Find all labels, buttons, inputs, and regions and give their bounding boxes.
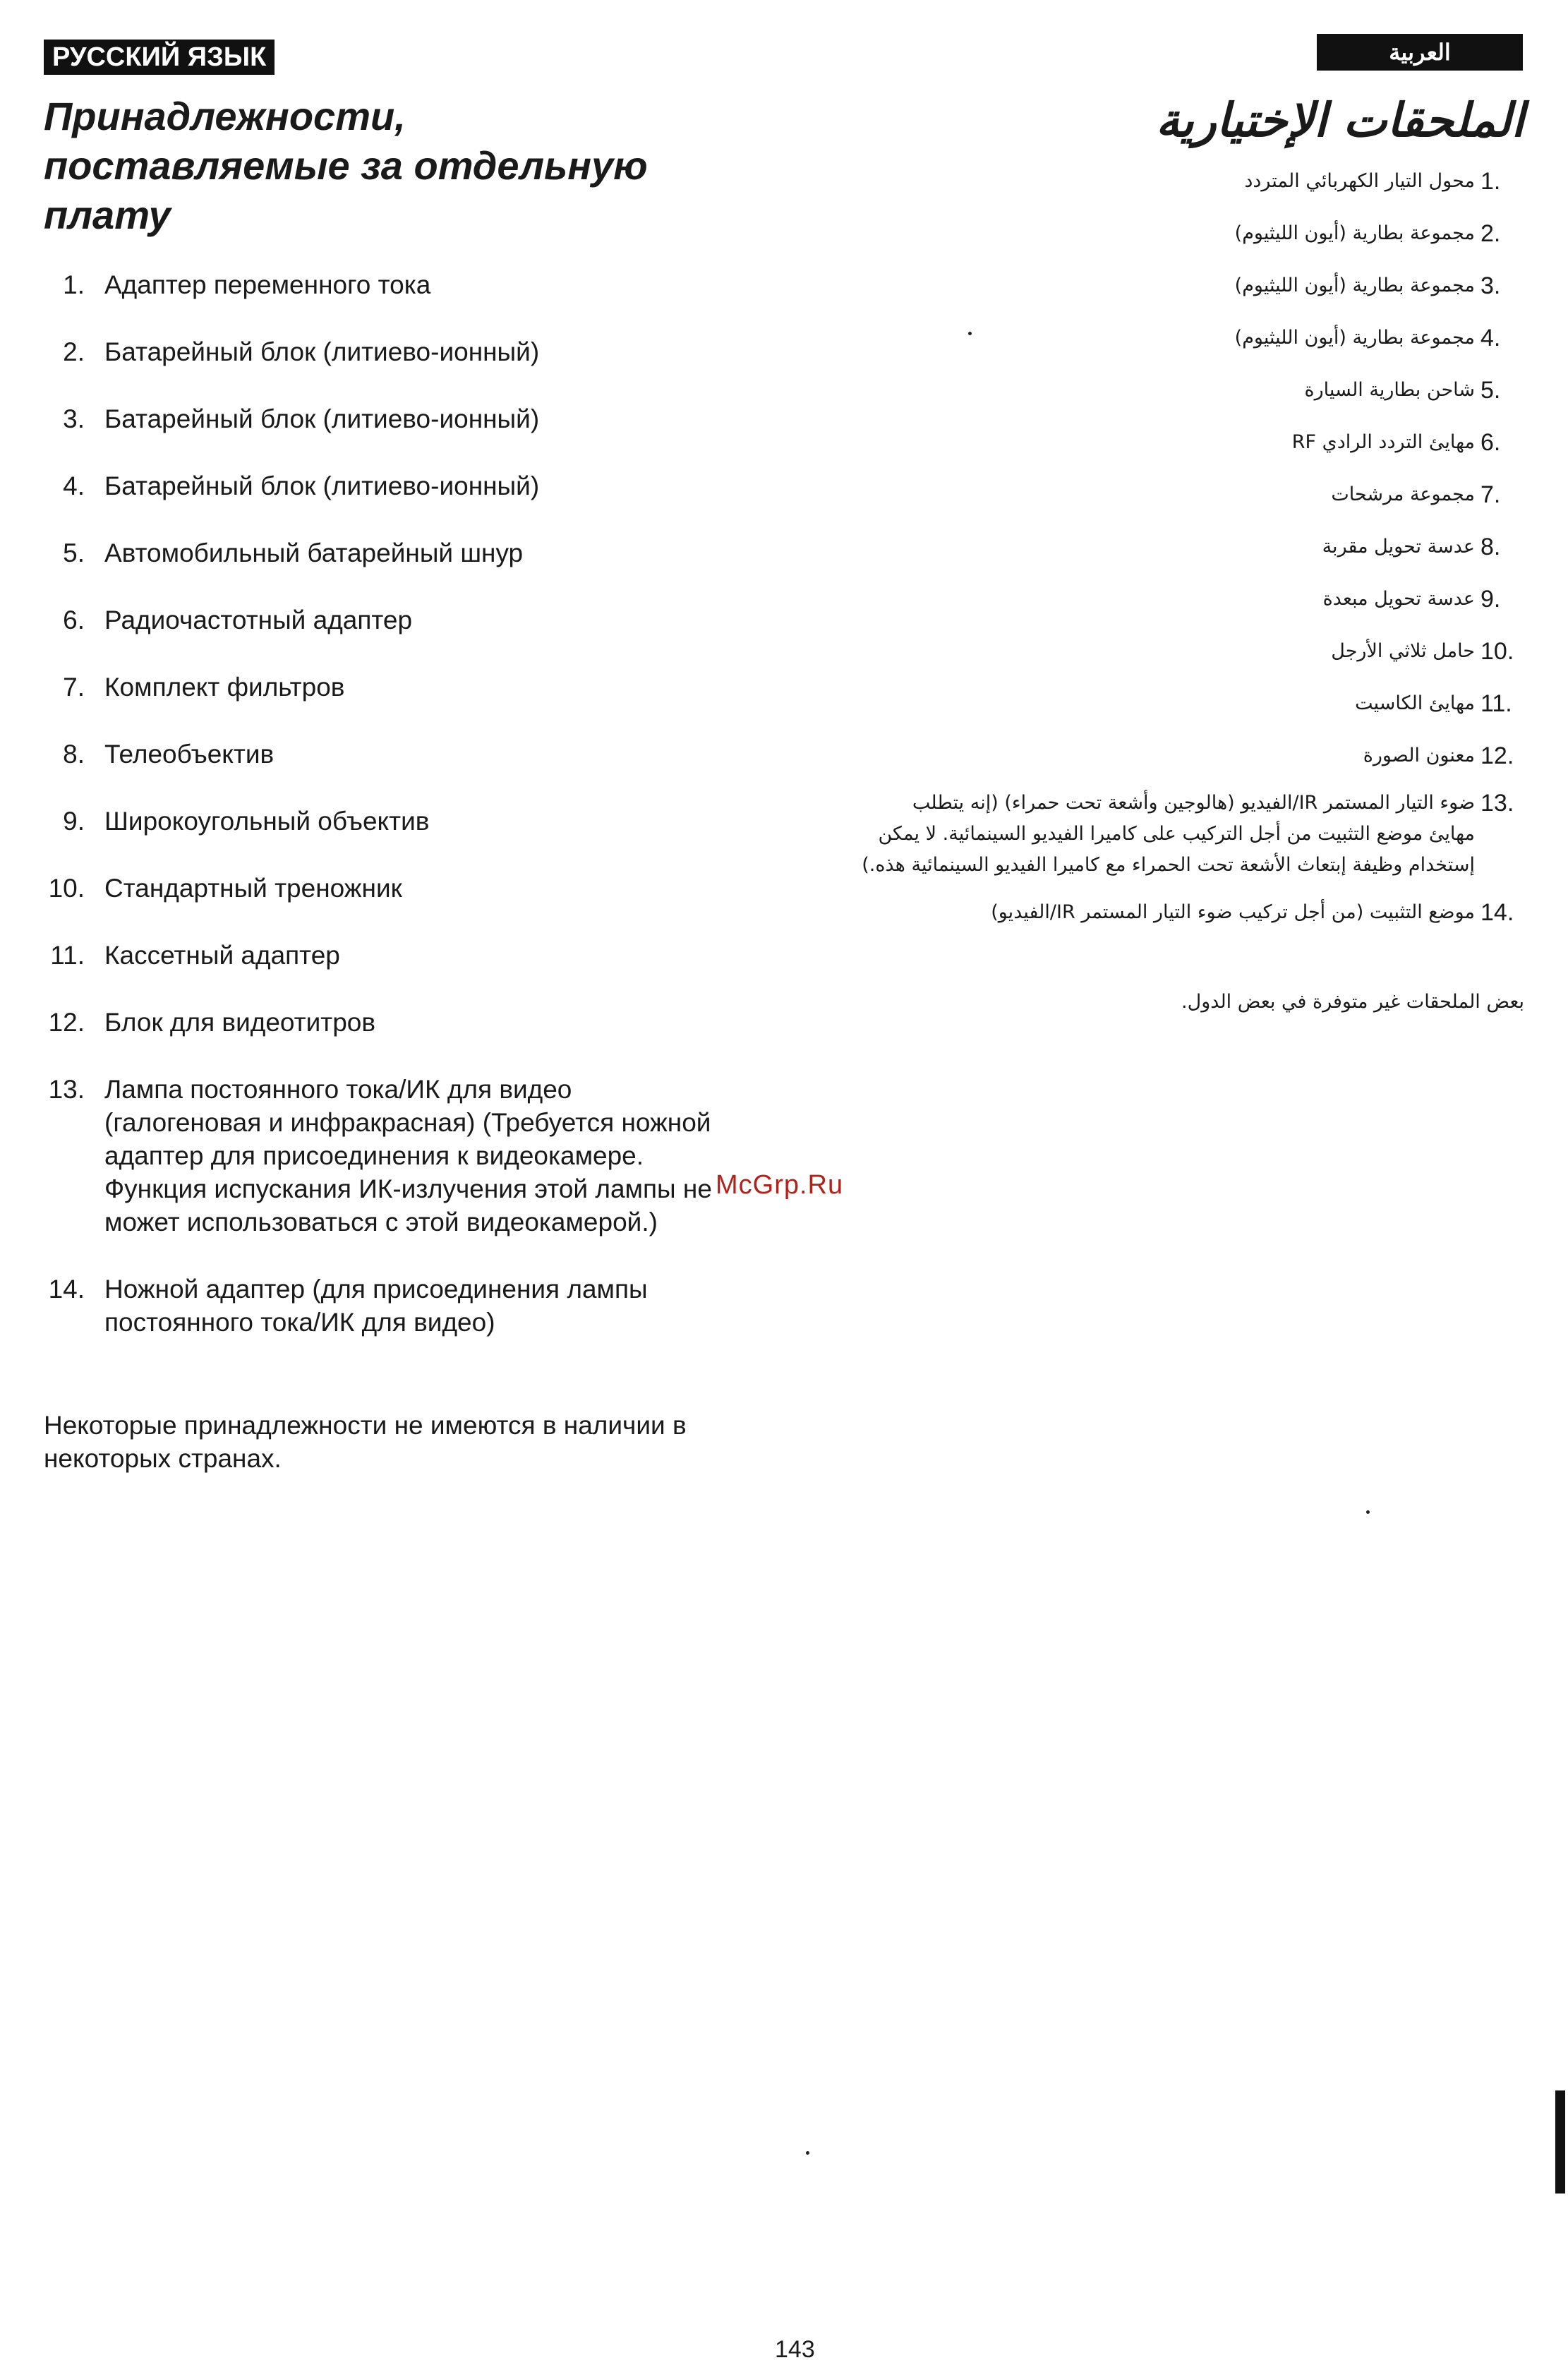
list-item: [861, 678, 1524, 730]
item-text: Автомобильный батарейный шнур: [104, 538, 524, 567]
item-number: 3.: [1480, 272, 1501, 299]
item-number: 4.: [1480, 325, 1501, 351]
item-text: Кассетный адаптер: [104, 941, 340, 970]
item-text: Батарейный блок (литиево-ионный): [104, 337, 540, 366]
item-text: Комплект фильтров: [104, 673, 345, 702]
accessory-list-russian: [44, 268, 721, 1339]
item-number: 12.: [48, 1008, 85, 1037]
item-text: محول التيار الكهربائي المتردد: [1244, 170, 1475, 192]
list-item: [861, 416, 1524, 469]
page-title-arabic: الملحقات الإختيارية: [1155, 92, 1524, 148]
item-number: 10.: [1480, 638, 1514, 665]
item-text: مهايئ الكاسيت: [1355, 692, 1475, 714]
page-number: 143: [775, 2336, 815, 2363]
item-number: 13.: [48, 1075, 85, 1104]
availability-note-russian: Некоторые принадлежности не имеются в наличии в некоторых странах.: [44, 1411, 687, 1473]
item-number: 10.: [48, 874, 85, 903]
list-item: [861, 625, 1524, 678]
section-edge-marker: [1555, 2090, 1565, 2194]
item-text: Адаптер переменного тока: [104, 270, 431, 299]
list-item: [44, 536, 721, 570]
item-text: Батарейный блок (литиево-ионный): [104, 471, 540, 500]
list-item: [44, 738, 721, 771]
item-text: مجموعة بطارية (أيون الليثيوم): [1234, 222, 1475, 244]
item-number: 5.: [63, 538, 85, 567]
list-item: [861, 260, 1524, 312]
list-item: [861, 312, 1524, 364]
item-number: 5.: [1480, 377, 1501, 404]
item-text: مجموعة مرشحات: [1331, 483, 1475, 505]
item-text: Широкоугольный объектив: [104, 807, 430, 836]
item-number: 8.: [63, 740, 85, 769]
page-title-russian: Принадлежности, поставляемые за отдельную плату: [44, 94, 648, 237]
item-text: Стандартный треножник: [104, 874, 402, 903]
list-item: [861, 886, 1524, 939]
list-item: [44, 1272, 721, 1339]
list-item: [44, 469, 721, 503]
item-text: مجموعة بطارية (أيون الليثيوم): [1234, 275, 1475, 296]
list-item: [44, 335, 721, 368]
item-number: 13.: [1480, 790, 1514, 817]
list-item: [861, 782, 1524, 886]
list-item: [44, 268, 721, 301]
item-text: موضع التثبيت (من أجل تركيب ضوء التيار المستمر IR/الفيديو): [991, 901, 1475, 923]
list-item: [44, 670, 721, 704]
item-text: معنون الصورة: [1363, 745, 1475, 766]
scan-speck: [968, 332, 972, 335]
item-number: 4.: [63, 471, 85, 500]
scan-speck: [1366, 1510, 1370, 1514]
item-number: 6.: [63, 606, 85, 634]
watermark: McGrp.Ru: [716, 1170, 844, 1200]
item-number: 3.: [63, 404, 85, 433]
item-number: 1.: [1480, 168, 1501, 195]
item-number: 2.: [1480, 220, 1501, 247]
list-item: [44, 805, 721, 838]
list-item: [861, 155, 1524, 207]
list-item: [44, 939, 721, 972]
item-number: 12.: [1480, 742, 1514, 769]
language-tab-arabic: العربية: [1317, 34, 1523, 71]
item-text: Радиочастотный адаптер: [104, 606, 413, 634]
availability-note-arabic: بعض الملحقات غير متوفرة في بعض الدول.: [1181, 991, 1524, 1013]
item-text: حامل ثلاثي الأرجل: [1331, 640, 1475, 662]
list-item: [861, 573, 1524, 625]
item-number: 11.: [50, 941, 85, 970]
list-item: [44, 402, 721, 435]
item-text: Блок для видеотитров: [104, 1008, 376, 1037]
item-number: 14.: [48, 1275, 85, 1304]
list-item: [44, 872, 721, 905]
list-item: [861, 469, 1524, 521]
accessory-list-arabic: [861, 155, 1524, 939]
item-number: 9.: [1480, 586, 1501, 613]
item-number: 7.: [63, 673, 85, 702]
list-item: [861, 521, 1524, 573]
item-text: مجموعة بطارية (أيون الليثيوم): [1234, 327, 1475, 349]
item-text: عدسة تحويل مبعدة: [1322, 588, 1475, 610]
item-number: 6.: [1480, 429, 1501, 456]
scan-speck: [806, 2151, 809, 2155]
list-item: [861, 730, 1524, 782]
item-number: 11.: [1480, 690, 1512, 717]
list-item: [44, 603, 721, 637]
list-item: [861, 207, 1524, 260]
list-item: [44, 1073, 721, 1239]
list-item: [861, 364, 1524, 416]
item-text: Ножной адаптер (для присоединения лампы постоянного тока/ИК для видео): [104, 1275, 648, 1337]
item-text: مهايئ التردد الرادي RF: [1291, 431, 1475, 453]
item-number: 8.: [1480, 534, 1501, 560]
list-item: [44, 1006, 721, 1039]
item-number: 9.: [63, 807, 85, 836]
item-text: شاحن بطارية السيارة: [1304, 379, 1475, 401]
item-text: عدسة تحويل مقربة: [1322, 536, 1475, 558]
item-number: 1.: [63, 270, 85, 299]
item-text: ضوء التيار المستمر IR/الفيديو (هالوجين وأشعة تحت حمراء) (إنه يتطلب مهايئ موضع التثبيت من أجل التركيب على كاميرا الفيديو السينمائية. لا يمكن إستخدام وظيفة إبتعاث الأشعة تحت الحمراء مع كاميرا الفيديو السينمائية هذه.): [862, 792, 1475, 876]
item-number: 14.: [1480, 899, 1514, 926]
item-text: Батарейный блок (литиево-ионный): [104, 404, 540, 433]
item-number: 7.: [1480, 481, 1501, 508]
item-number: 2.: [63, 337, 85, 366]
item-text: Лампа постоянного тока/ИК для видео (галогеновая и инфракрасная) (Требуется ножной адаптер для присоединения к видеокамере. Функция испускания ИК-излучения этой лампы не может использоваться с этой видеокамерой.): [104, 1075, 712, 1236]
language-tab-russian: РУССКИЙ ЯЗЫК: [44, 40, 275, 75]
item-text: Телеобъектив: [104, 740, 275, 769]
